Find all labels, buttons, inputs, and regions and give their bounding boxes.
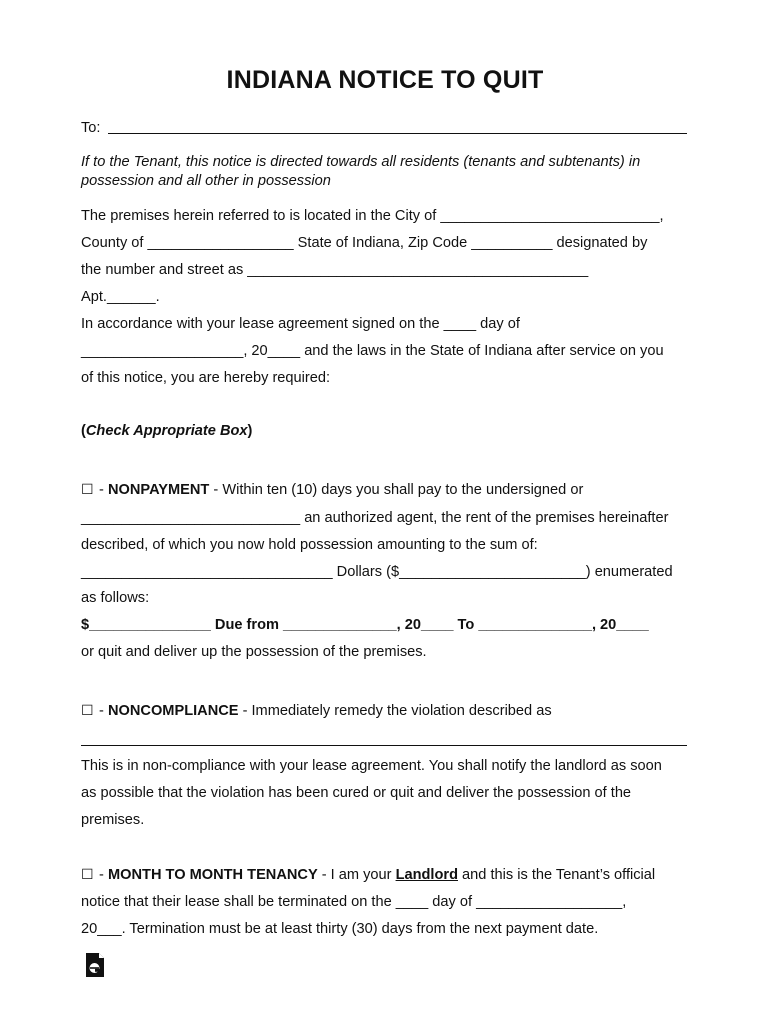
check-label: Check Appropriate Box [85, 423, 248, 439]
nonpayment-line-1 [81, 480, 583, 499]
month-to-month-heading: MONTH TO MONTH TENANCY [107, 867, 318, 883]
lease-line-3: of this notice, you are hereby required: [81, 370, 331, 386]
month-to-month-checkbox[interactable]: ☐ [81, 866, 94, 882]
month-to-month-prefix: - [95, 867, 108, 883]
noncompliance-prefix: - [95, 703, 108, 719]
premises-line-1: The premises herein referred to is located in the City of ___________________________, [81, 208, 664, 224]
noncompliance-blank-line[interactable] [81, 745, 687, 746]
noncompliance-line-5: premises. [81, 812, 145, 828]
nonpayment-line-7: or quit and deliver up the possession of the premises. [81, 644, 427, 660]
check-instruction [81, 422, 252, 440]
eforms-logo-icon [84, 952, 106, 978]
nonpayment-heading: NONPAYMENT [107, 482, 210, 498]
lease-line-1: In accordance with your lease agreement signed on the ____ day of [81, 316, 520, 332]
month-to-month-line-1-mid: - I am your [317, 867, 396, 883]
intro-line-1: If to the Tenant, this notice is directed towards all residents (tenants and subtenants) in [81, 154, 641, 170]
nonpayment-line-6: $_______________ Due from ______________, 20____ To ______________, 20____ [81, 617, 649, 633]
nonpayment-prefix: - [95, 482, 108, 498]
noncompliance-line-1 [81, 701, 552, 720]
check-paren-close: ) [247, 423, 253, 439]
to-field[interactable] [81, 119, 687, 137]
nonpayment-checkbox[interactable]: ☐ [81, 481, 94, 497]
check-paren-open: ( [81, 423, 86, 439]
noncompliance-heading: NONCOMPLIANCE [107, 703, 239, 719]
premises-line-2: County of __________________ State of Indiana, Zip Code __________ designated by [81, 235, 648, 251]
premises-line-4: Apt.______. [81, 289, 160, 305]
month-to-month-line-1 [81, 865, 655, 884]
to-blank-line [108, 133, 687, 134]
noncompliance-line-1-rest: - Immediately remedy the violation described as [238, 703, 552, 719]
noncompliance-checkbox[interactable]: ☐ [81, 702, 94, 718]
noncompliance-line-4: as possible that the violation has been cured or quit and deliver the possession of the [81, 785, 632, 801]
nonpayment-line-2: ___________________________ an authorized agent, the rent of the premises hereinafter [81, 510, 669, 526]
intro-line-2: possession and all other in possession [81, 173, 331, 189]
landlord-term: Landlord [395, 867, 458, 883]
lease-line-2: ____________________, 20____ and the laws in the State of Indiana after service on you [81, 343, 664, 359]
month-to-month-line-2: notice that their lease shall be terminated on the ____ day of __________________, [81, 894, 627, 910]
nonpayment-line-4: _______________________________ Dollars ($_______________________) enumerated [81, 564, 673, 580]
premises-line-3: the number and street as __________________________________________ [81, 262, 589, 278]
document-title: INDIANA NOTICE TO QUIT [226, 66, 544, 94]
nonpayment-line-1-rest: - Within ten (10) days you shall pay to the undersigned or [209, 482, 584, 498]
nonpayment-line-3: described, of which you now hold possession amounting to the sum of: [81, 537, 538, 553]
month-to-month-line-3: 20___. Termination must be at least thirty (30) days from the next payment date. [81, 921, 599, 937]
nonpayment-line-5: as follows: [81, 590, 150, 606]
month-to-month-line-1-rest: and this is the Tenant’s official [458, 867, 656, 883]
eforms-logo-graphic [84, 952, 106, 978]
noncompliance-line-3: This is in non-compliance with your lease agreement. You shall notify the landlord as soon [81, 758, 662, 774]
to-label: To: [81, 120, 101, 136]
